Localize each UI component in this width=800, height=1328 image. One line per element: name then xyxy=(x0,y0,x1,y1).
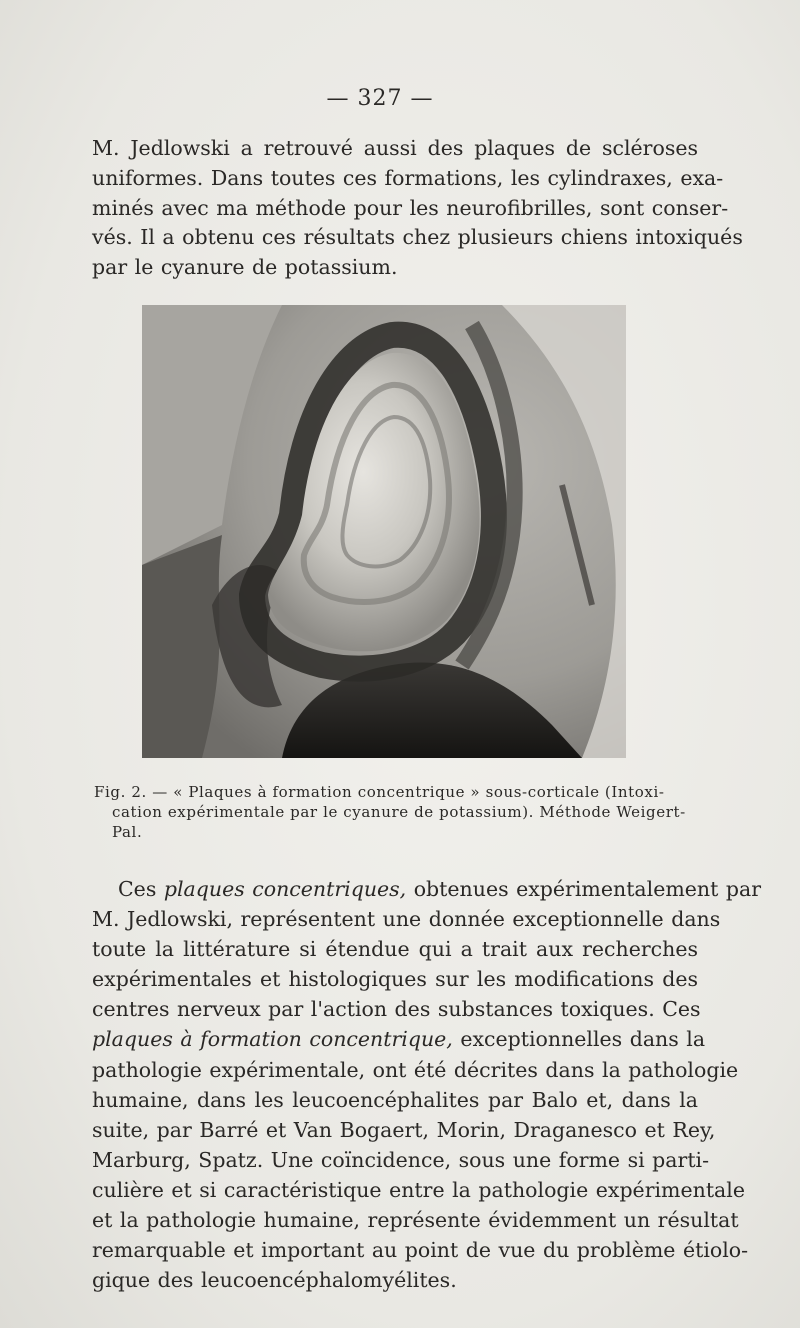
text-line xyxy=(92,1024,706,1054)
text-run: obtenues expérimentalement par xyxy=(406,877,762,901)
text-line: humaine, dans les leucoencéphalites par Balo et, dans la xyxy=(92,1087,698,1112)
text-line: gique des leucoencéphalomyélites. xyxy=(92,1268,457,1293)
caption-line: cation expérimentale par le cyanure de potassium). Méthode Weigert- xyxy=(112,803,686,821)
text-line: remarquable et important au point de vue du problème étiolo- xyxy=(92,1238,749,1263)
text-line: Marburg, Spatz. Une coïncidence, sous une forme si parti- xyxy=(92,1147,710,1172)
italic-term: plaques concentriques, xyxy=(163,877,407,901)
text-line: expérimentales et histologiques sur les modifications des xyxy=(92,967,698,992)
italic-term: plaques à formation concentrique, xyxy=(92,1027,453,1052)
text-line: suite, par Barré et Van Bogaert, Morin, Draganesco et Rey, xyxy=(92,1117,716,1142)
micrograph-figure xyxy=(142,305,626,758)
paragraph-1 xyxy=(92,134,743,283)
text-line: uniformes. Dans toutes ces formations, les cylindraxes, exa- xyxy=(92,165,724,190)
paragraph-2 xyxy=(92,874,762,1295)
caption-line: Pal. xyxy=(112,823,143,841)
caption-line: Fig. 2. — « Plaques à formation concentrique » sous-corticale (Intoxi- xyxy=(94,783,665,801)
text-line: M. Jedlowski, représentent une donnée exceptionnelle dans xyxy=(92,907,721,932)
page-number: — 327 — xyxy=(326,86,434,111)
text-line: pathologie expérimentale, ont été décrites dans la pathologie xyxy=(92,1057,739,1082)
text-line xyxy=(92,874,762,904)
figure-caption xyxy=(94,782,700,842)
text-line: M. Jedlowski a retrouvé aussi des plaques de scléroses xyxy=(92,136,698,160)
text-line: centres nerveux par l'action des substances toxiques. Ces xyxy=(92,997,701,1022)
text-line: et la pathologie humaine, représente évidemment un résultat xyxy=(92,1208,739,1233)
text-line: vés. Il a obtenu ces résultats chez plusieurs chiens intoxiqués xyxy=(92,225,743,250)
text-line: minés avec ma méthode pour les neurofibrilles, sont conser- xyxy=(92,195,729,220)
text-line: par le cyanure de potassium. xyxy=(92,255,398,280)
text-line: toute la littérature si étendue qui a trait aux recherches xyxy=(92,937,698,962)
micrograph-image xyxy=(142,305,626,758)
text-run: exceptionnelles dans la xyxy=(452,1027,706,1052)
text-line: culière et si caractéristique entre la pathologie expérimentale xyxy=(92,1177,745,1202)
text-run: Ces xyxy=(118,877,164,901)
